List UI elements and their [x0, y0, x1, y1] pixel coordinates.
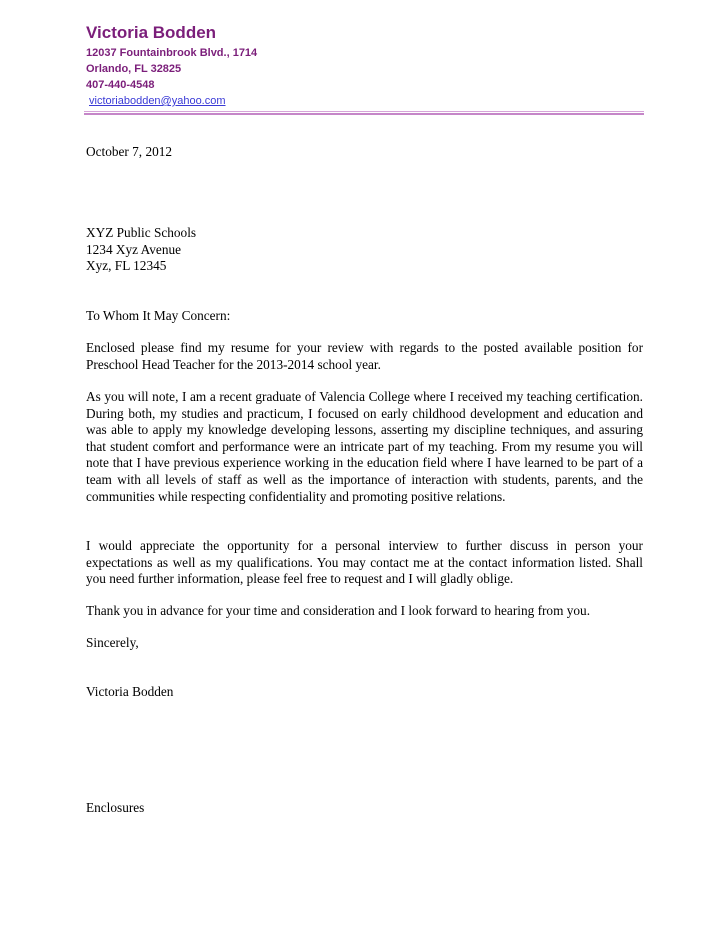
sender-email-link[interactable]: victoriabodden@yahoo.com: [89, 95, 226, 107]
letterhead: [86, 22, 257, 93]
recipient-city: Xyz, FL 12345: [86, 258, 167, 274]
letterhead-divider: [84, 111, 644, 115]
recipient-name: XYZ Public Schools: [86, 225, 197, 240]
recipient-address: [86, 225, 643, 275]
paragraph-intro: Enclosed please find my resume for your review with regards to the posted available position for Preschool Head Teacher for the 2013-2014 school year.: [86, 340, 643, 372]
sender-city: Orlando, FL 32825: [86, 63, 182, 75]
signature-name: Victoria Bodden: [86, 684, 174, 699]
recipient-street: 1234 Xyz Avenue: [86, 241, 182, 257]
closing: Sincerely,: [86, 635, 139, 650]
salutation: To Whom It May Concern:: [86, 308, 231, 323]
sender-street: 12037 Fountainbrook Blvd., 1714: [86, 47, 258, 59]
paragraph-interview: I would appreciate the opportunity for a personal interview to further discuss in person your expectations as well as my qualifications. You may contact me at the contact information listed. Shall you need further information, please feel free to request and I will gladly oblige.: [86, 538, 643, 587]
sender-name: Victoria Bodden: [86, 23, 217, 42]
paragraph-background: As you will note, I am a recent graduate of Valencia College where I received my teaching certification. During both, my studies and practicum, I focused on early childhood development and education and was able to apply my knowledge developing lessons, asserting my discipline techniques, and assuring that student comfort and performance were an intricate part of my teaching. From my resume you will note that I have previous experience working in the education field where I have learned to be part of a team with all levels of staff as well as the importance of interaction with students, parents, and the communities while respecting confidentiality and promoting positive relations.: [86, 389, 643, 504]
enclosures-note: Enclosures: [86, 800, 145, 815]
letter-date: October 7, 2012: [86, 144, 173, 159]
paragraph-thanks: Thank you in advance for your time and consideration and I look forward to hearing from you.: [86, 603, 591, 618]
sender-phone: 407-440-4548: [86, 79, 155, 91]
